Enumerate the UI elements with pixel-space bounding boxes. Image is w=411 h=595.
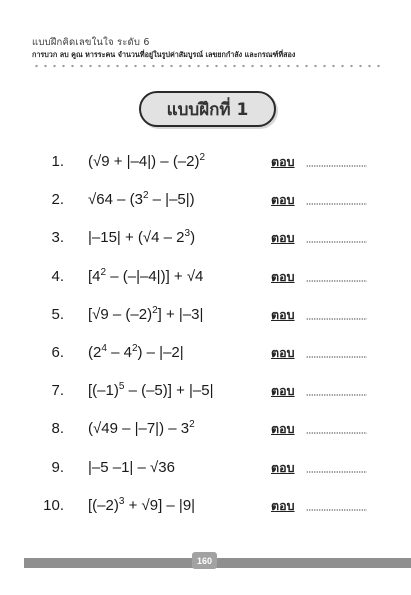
page-header (32, 36, 382, 61)
answer-blank[interactable] (306, 471, 367, 473)
question-expression: $[(-1)^5 - (-5)] + |-5|$ (88, 381, 214, 400)
answer-label: ตอบ (271, 459, 295, 475)
book-title: แบบฝึกคิดเลขในใจ ระดับ 6 (32, 37, 150, 48)
answer-label: ตอบ (271, 306, 295, 322)
question-expression: |–5 –1| – √36 (88, 458, 175, 476)
question-expression: $[√9 - (-2)^2] + |-3|$ (88, 304, 204, 323)
question-expression: $(2^4 - 4^2) - |-2|$ (88, 343, 184, 361)
topic-subtitle: การบวก ลบ คูณ หารระคน จำนวนที่อยู่ในรูปค่าสัมบูรณ์ เลขยกกำลัง และกรณฑ์ที่สอง (32, 50, 296, 59)
answer-label: ตอบ (271, 192, 295, 208)
question-row (0, 341, 411, 365)
question-number: 2. (51, 191, 64, 209)
question-number: 1. (51, 153, 64, 170)
answer-blank[interactable] (306, 509, 367, 511)
question-row (0, 303, 411, 327)
answer-blank[interactable] (306, 280, 367, 282)
question-row (0, 456, 411, 480)
page-number: 160 (192, 552, 217, 569)
question-row (0, 226, 411, 250)
question-expression: $[(-2)^3 + √9] - |9|$ (88, 495, 196, 514)
question-number: 5. (51, 305, 64, 323)
question-row (0, 150, 411, 174)
answer-blank[interactable] (306, 318, 367, 320)
answer-label: ตอบ (271, 230, 295, 246)
answer-blank[interactable] (306, 241, 367, 243)
exercise-title: แบบฝึกที่ 1 (139, 91, 276, 127)
answer-blank[interactable] (306, 165, 367, 167)
dotted-divider (32, 64, 380, 68)
footer-bar (24, 558, 411, 568)
question-number: 9. (51, 458, 64, 476)
answer-label: ตอบ (271, 383, 295, 399)
question-row (0, 379, 411, 403)
answer-blank[interactable] (306, 356, 367, 358)
question-row (0, 265, 411, 289)
question-expression: $(√9 + |-4|) - (-2)^2$ (88, 152, 206, 170)
question-row (0, 417, 411, 441)
question-row (0, 188, 411, 212)
question-row (0, 494, 411, 518)
answer-label: ตอบ (271, 421, 295, 437)
question-expression: $[4^2 - (-|-4|)] + √4$ (88, 266, 204, 285)
answer-blank[interactable] (306, 203, 367, 205)
answer-label: ตอบ (271, 268, 295, 284)
question-number: 7. (51, 382, 64, 400)
question-expression: $|-15| + (√4 - 2^3)$ (88, 228, 196, 247)
answer-blank[interactable] (306, 394, 367, 396)
question-expression: $(√49 - |-7|) - 3^2$ (88, 419, 195, 438)
question-number: 4. (51, 267, 64, 285)
question-number: 10. (43, 496, 64, 514)
question-number: 3. (51, 229, 64, 247)
question-number: 6. (51, 344, 64, 361)
answer-label: ตอบ (271, 497, 295, 513)
answer-label: ตอบ (271, 154, 295, 169)
question-expression: $√64 - (3^2 - |-5|)$ (88, 190, 195, 209)
answer-blank[interactable] (306, 432, 367, 434)
answer-label: ตอบ (271, 345, 295, 360)
question-number: 8. (51, 420, 64, 438)
